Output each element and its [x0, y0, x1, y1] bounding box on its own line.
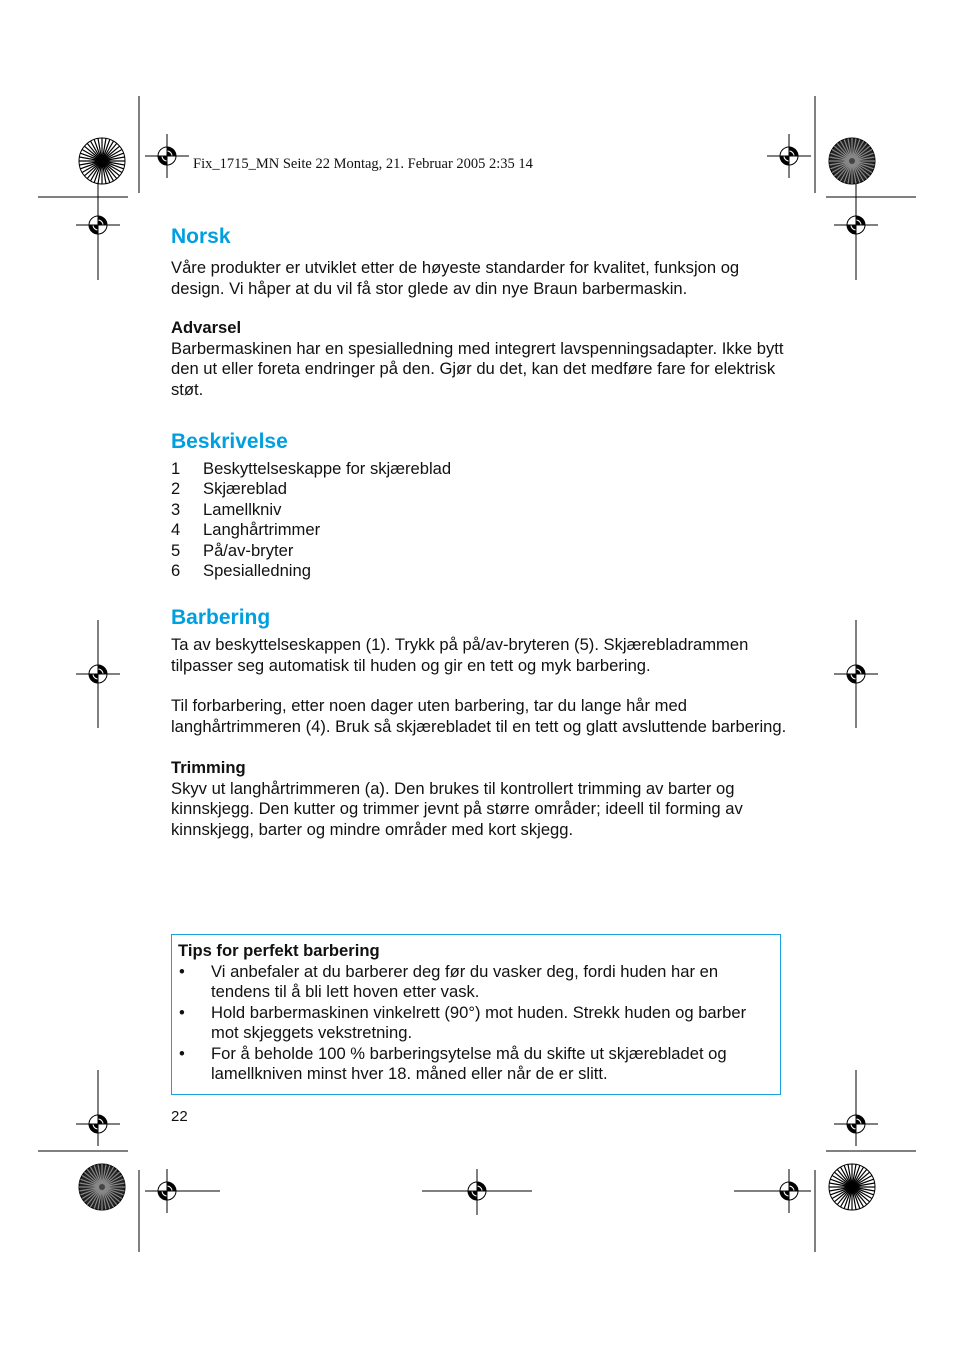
list-item [171, 561, 791, 581]
heading-norsk: Norsk [171, 225, 231, 248]
tips-list [178, 962, 770, 1085]
item-number: 1 [171, 459, 181, 478]
heading-barbering: Barbering [171, 606, 271, 630]
list-item [171, 520, 791, 540]
tip-text: Vi anbefaler at du barberer deg før du vasker deg, fordi huden har en tendens til å bli lett hoven etter vask. [211, 961, 719, 1001]
trimming-text: Skyv ut langhårtrimmeren (a). Den brukes til kontrollert trimming av barter og kinnskjegg. Den kutter og trimmer jevnt på større områder; ideell til forming av kinnskjegg, barter og mindre områder med kort skjegg. [171, 778, 743, 839]
page-number: 22 [171, 1108, 188, 1125]
warning-text: Barbermaskinen har en spesialledning med integrert lavspenningsadapter. Ikke bytt den ut eller foreta endringer på den. Gjør du det, kan det medføre fare for elektrisk støt. [171, 338, 784, 399]
tips-box [171, 934, 781, 1095]
item-number: 6 [171, 561, 181, 581]
item-label: Spesialledning [203, 561, 311, 581]
list-item [171, 500, 791, 520]
bullet: • [179, 1043, 185, 1063]
bullet: • [179, 1002, 185, 1022]
item-label: Beskyttelseskappe for skjæreblad [203, 459, 452, 478]
list-item [178, 1003, 770, 1044]
item-number: 5 [171, 540, 181, 560]
list-item [178, 962, 770, 1003]
item-label: Skjæreblad [203, 479, 287, 499]
list-item [171, 459, 791, 479]
list-item [178, 1044, 770, 1085]
shaving-paragraph-1: Ta av beskyttelseskappen (1). Trykk på på/av-bryteren (5). Skjærebladrammen tilpasser seg automatisk til huden og gir en tett og myk barbering. [171, 635, 749, 675]
main-content [171, 222, 791, 840]
parts-list [171, 459, 791, 581]
trimming-title: Trimming [171, 758, 246, 778]
warning-title: Advarsel [171, 318, 242, 337]
tip-text: Hold barbermaskinen vinkelrett (90°) mot huden. Strekk huden og barber mot skjeggets vekstretning. [211, 1002, 747, 1042]
print-slug-line: Fix_1715_MN Seite 22 Montag, 21. Februar 2005 2:35 14 [193, 156, 533, 172]
intro-paragraph: Våre produkter er utviklet etter de høyeste standarder for kvalitet, funksjon og design. Vi håper at du vil få stor glede av din nye Braun barbermaskin. [171, 258, 740, 298]
bullet: • [179, 961, 185, 981]
list-item [171, 479, 791, 499]
item-number: 3 [171, 499, 181, 519]
item-label: Langhårtrimmer [203, 520, 321, 540]
heading-beskrivelse: Beskrivelse [171, 430, 288, 453]
item-number: 2 [171, 479, 181, 499]
list-item [171, 541, 791, 561]
tip-text: For å beholde 100 % barberingsytelse må du skifte ut skjærebladet og lamellkniven minst hver 18. måned eller når de er slitt. [211, 1043, 727, 1083]
item-label: Lamellkniv [203, 499, 282, 519]
item-label: På/av-bryter [203, 540, 294, 560]
shaving-paragraph-2: Til forbarbering, etter noen dager uten barbering, tar du lange hår med langhårtrimmeren (4). Bruk så skjærebladet til en tett og glatt avsluttende barbering. [171, 696, 787, 736]
tips-title: Tips for perfekt barbering [178, 941, 380, 960]
item-number: 4 [171, 520, 181, 540]
